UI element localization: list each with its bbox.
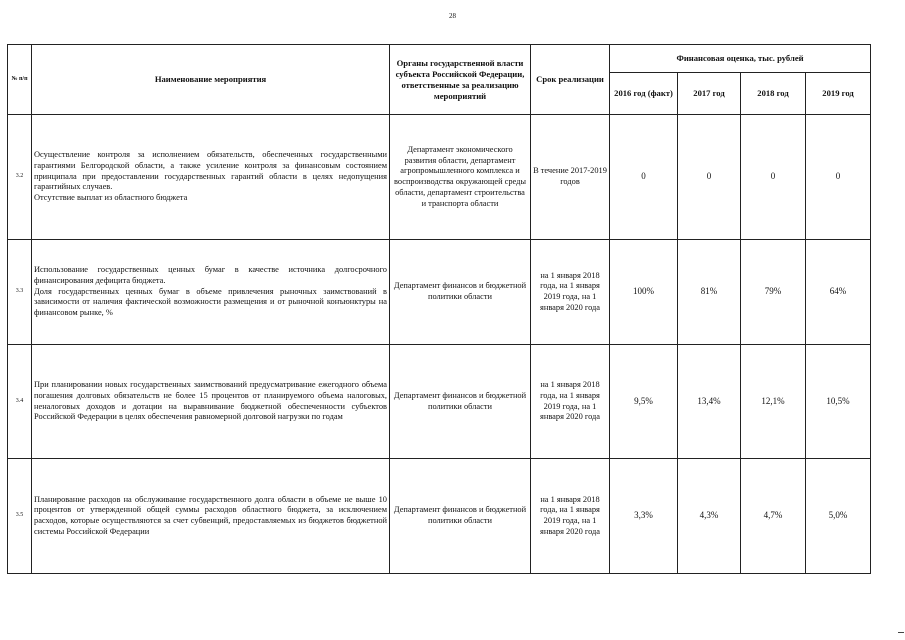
row-number: 3.2 xyxy=(8,115,32,240)
table-row xyxy=(8,240,871,345)
value-2018: 79% xyxy=(741,240,806,345)
implementation-term: В течение 2017-2019 годов xyxy=(531,115,610,240)
row-number: 3.4 xyxy=(8,345,32,459)
row-number: 3.3 xyxy=(8,240,32,345)
measures-table xyxy=(7,44,871,574)
measure-name xyxy=(32,459,390,574)
value-2019: 10,5% xyxy=(806,345,871,459)
value-2019: 0 xyxy=(806,115,871,240)
measure-text: При планировании новых государственных заимствований предусматривание ежегодного объема погашения долговых обязательств не более 15 процентов от планируемого объема налоговых, неналоговых доходов и дотации на выравнивание бюджетной обеспеченности субъектов Российской Федерации в целях обеспечения равномерной долговой нагрузки по годам xyxy=(34,380,387,422)
responsible-org: Департамент экономического развития области, департамент агропромышленного комплекса и воспроизводства окружающей среды области, департамент строительства и транспорта области xyxy=(390,115,531,240)
value-2017: 4,3% xyxy=(678,459,741,574)
header-year-2017: 2017 год xyxy=(678,73,741,115)
value-2016: 0 xyxy=(610,115,678,240)
measure-text: Осуществление контроля за исполнением обязательств, обеспеченных государственными гарантиями Белгородской области, а также усиление контроля за финансовым состоянием принципала при предоставлении государственных гарантий области в целях недопущения гарантийных случаев. xyxy=(34,150,387,192)
table-row xyxy=(8,345,871,459)
page-number: 28 xyxy=(449,12,456,20)
margin-mark xyxy=(898,632,904,633)
responsible-org: Департамент финансов и бюджетной политики области xyxy=(390,459,531,574)
value-2016: 9,5% xyxy=(610,345,678,459)
value-2017: 13,4% xyxy=(678,345,741,459)
row-number: 3.5 xyxy=(8,459,32,574)
header-name: Наименование мероприятия xyxy=(32,45,390,115)
measure-name xyxy=(32,240,390,345)
value-2018: 12,1% xyxy=(741,345,806,459)
table-row xyxy=(8,459,871,574)
responsible-org: Департамент финансов и бюджетной политики области xyxy=(390,345,531,459)
header-finance: Финансовая оценка, тыс. рублей xyxy=(610,45,871,73)
header-year-2016: 2016 год (факт) xyxy=(610,73,678,115)
implementation-term: на 1 января 2018 года, на 1 января 2019 года, на 1 января 2020 года xyxy=(531,459,610,574)
value-2016: 3,3% xyxy=(610,459,678,574)
header-year-2018: 2018 год xyxy=(741,73,806,115)
measure-text: Отсутствие выплат из областного бюджета xyxy=(34,193,188,203)
value-2017: 0 xyxy=(678,115,741,240)
measure-name xyxy=(32,345,390,459)
measure-name xyxy=(32,115,390,240)
header-num: № п/п xyxy=(8,45,32,115)
value-2017: 81% xyxy=(678,240,741,345)
measure-text: Использование государственных ценных бумаг в качестве источника долгосрочного финансирования дефицита бюджета. xyxy=(34,265,387,285)
implementation-term: на 1 января 2018 года, на 1 января 2019 года, на 1 января 2020 года xyxy=(531,240,610,345)
value-2016: 100% xyxy=(610,240,678,345)
header-org: Органы государственной власти субъекта Российской Федерации, ответственные за реализацию мероприятий xyxy=(390,45,531,115)
responsible-org: Департамент финансов и бюджетной политики области xyxy=(390,240,531,345)
value-2019: 64% xyxy=(806,240,871,345)
value-2018: 0 xyxy=(741,115,806,240)
table-row xyxy=(8,115,871,240)
measure-text: Планирование расходов на обслуживание государственного долга области в объеме не выше 10 процентов от утвержденной общей суммы расходов областного бюджета, за исключением расходов, которые осуществляются за счет субвенций, предоставляемых из бюджетов бюджетной системы Российской Федерации xyxy=(34,494,387,536)
header-year-2019: 2019 год xyxy=(806,73,871,115)
measure-text: Доля государственных ценных бумаг в объеме привлечения рыночных заимствований в зависимости от наличия фактической возможности размещения и от рыночной конъюнктуры на финансовом рынке, % xyxy=(34,286,387,318)
value-2019: 5,0% xyxy=(806,459,871,574)
header-term: Срок реализации xyxy=(531,45,610,115)
implementation-term: на 1 января 2018 года, на 1 января 2019 года, на 1 января 2020 года xyxy=(531,345,610,459)
value-2018: 4,7% xyxy=(741,459,806,574)
